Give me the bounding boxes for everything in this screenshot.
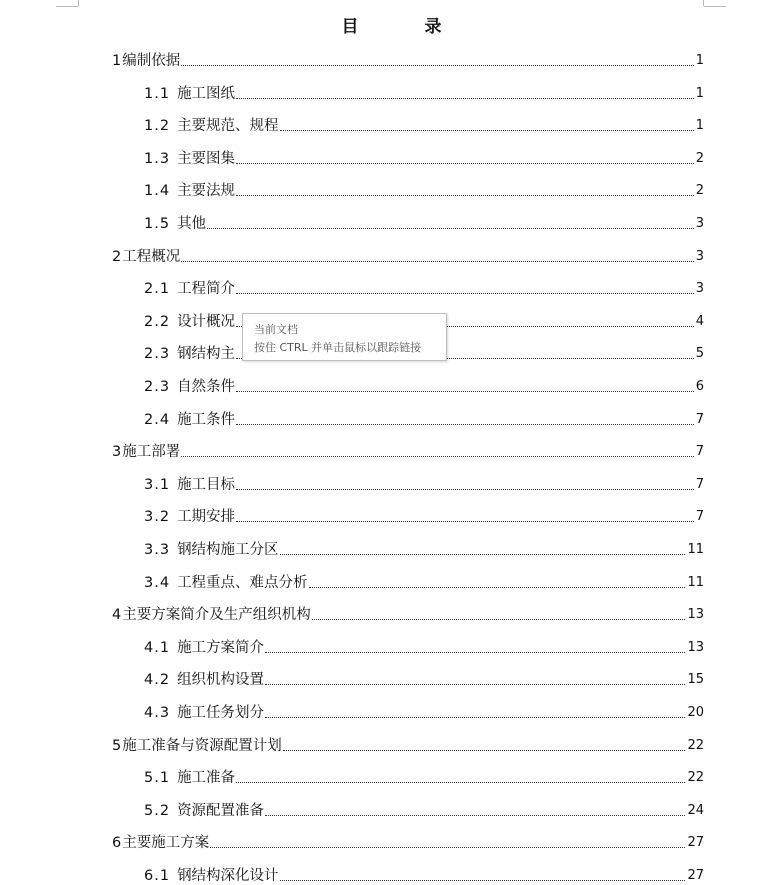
toc-leader-dots bbox=[236, 194, 694, 196]
toc-entry-text: 编制依据 bbox=[122, 53, 181, 69]
toc-entry-number: 2.3 bbox=[144, 379, 171, 395]
toc-leader-dots bbox=[236, 390, 694, 392]
toc-leader-dots bbox=[312, 618, 686, 620]
toc-leader-dots bbox=[181, 64, 693, 66]
toc-leader-dots bbox=[265, 683, 685, 685]
toc-entry-text: 主要规范、规程 bbox=[177, 118, 279, 135]
toc-entry[interactable] bbox=[144, 201, 704, 233]
toc-entry-page: 3 bbox=[695, 216, 704, 231]
toc-entry-number: 6.1 bbox=[144, 868, 171, 884]
toc-entry-number: 1.5 bbox=[144, 216, 171, 232]
toc-leader-dots bbox=[236, 781, 685, 783]
toc-entry-page: 1 bbox=[695, 118, 704, 134]
toc-entry[interactable] bbox=[144, 103, 704, 135]
toc-entry[interactable] bbox=[112, 592, 704, 624]
toc-entry-number: 1.3 bbox=[144, 150, 171, 167]
toc-leader-dots bbox=[280, 879, 686, 881]
toc-entry-number: 4 bbox=[112, 607, 122, 624]
toc-leader-dots bbox=[181, 260, 693, 262]
toc-leader-dots bbox=[236, 423, 694, 425]
toc-entry[interactable] bbox=[112, 234, 704, 266]
toc-entry-page: 3 bbox=[695, 248, 704, 264]
toc-entry-text: 施工准备与资源配置计划 bbox=[122, 737, 282, 754]
toc-entry-number: 2.1 bbox=[144, 281, 171, 298]
tooltip-line-2: 按住 CTRL 并单击鼠标以跟踪链接 bbox=[254, 341, 422, 354]
toc-entry-page: 5 bbox=[695, 346, 704, 362]
toc-entry[interactable] bbox=[144, 364, 704, 396]
toc-entry-page: 1 bbox=[695, 53, 704, 68]
crop-mark-top-right bbox=[704, 0, 726, 7]
toc-title: 目 录 bbox=[341, 17, 472, 37]
toc-entry-text: 资源配置准备 bbox=[177, 802, 265, 819]
toc-leader-dots bbox=[265, 814, 685, 816]
toc-entry-page: 2 bbox=[695, 183, 704, 199]
toc-entry-text: 施工任务划分 bbox=[177, 705, 265, 721]
toc-leader-dots bbox=[236, 162, 694, 164]
toc-entry-number: 1.4 bbox=[144, 183, 171, 200]
toc-entry[interactable] bbox=[144, 527, 704, 559]
toc-leader-dots bbox=[309, 586, 686, 588]
toc-entry[interactable] bbox=[144, 755, 704, 787]
toc-leader-dots bbox=[283, 749, 686, 751]
toc-leader-dots bbox=[236, 97, 694, 99]
toc-entry-number: 4.2 bbox=[144, 672, 171, 689]
toc-entry-page: 13 bbox=[687, 639, 704, 655]
toc-entry-text: 钢结构施工分区 bbox=[177, 542, 279, 558]
toc-entry[interactable] bbox=[144, 136, 704, 168]
toc-entry-text: 工期安排 bbox=[177, 509, 236, 526]
toc-entry-page: 27 bbox=[687, 868, 704, 883]
toc-entry-text: 主要图集 bbox=[177, 150, 236, 167]
tooltip-line-1: 当前文档 bbox=[254, 323, 298, 336]
toc-entry-number: 5.1 bbox=[144, 770, 171, 787]
toc-entry-number: 3.1 bbox=[144, 476, 171, 493]
toc-entry-text: 施工目标 bbox=[177, 476, 236, 493]
toc-entry-number: 3.3 bbox=[144, 542, 171, 558]
toc-entry-number: 1.1 bbox=[144, 85, 171, 102]
toc-entry[interactable] bbox=[112, 38, 704, 70]
toc-entry-page: 2 bbox=[695, 150, 704, 166]
toc-entry-number: 4.1 bbox=[144, 639, 171, 656]
toc-entry[interactable] bbox=[112, 820, 704, 852]
toc-entry[interactable] bbox=[144, 690, 704, 722]
toc-entry-number: 2 bbox=[112, 248, 122, 265]
toc-entry[interactable] bbox=[112, 723, 704, 755]
crop-mark-top-left-vertical bbox=[78, 0, 79, 6]
toc-entry-page: 11 bbox=[687, 542, 704, 557]
toc-entry[interactable] bbox=[144, 853, 704, 885]
toc-entry-page: 7 bbox=[695, 509, 704, 525]
toc-entry[interactable] bbox=[112, 429, 704, 461]
toc-entry[interactable] bbox=[144, 71, 704, 103]
toc-entry-text: 组织机构设置 bbox=[177, 672, 265, 689]
toc-entry-page: 24 bbox=[687, 802, 704, 818]
toc-entry-text: 施工条件 bbox=[177, 411, 236, 428]
toc-entry-text: 钢结构主 bbox=[177, 346, 236, 363]
toc-entry-page: 22 bbox=[687, 737, 704, 753]
toc-entry-page: 7 bbox=[695, 411, 704, 427]
toc-entry-number: 6 bbox=[112, 835, 122, 852]
toc-entry-page: 1 bbox=[695, 85, 704, 101]
toc-entry-text: 主要法规 bbox=[177, 183, 236, 200]
toc-entry-text: 工程简介 bbox=[177, 281, 236, 298]
toc-entry-number: 1.2 bbox=[144, 118, 171, 135]
toc-entry-number: 5.2 bbox=[144, 802, 171, 819]
toc-entry-text: 施工部署 bbox=[122, 444, 181, 461]
toc-leader-dots bbox=[265, 716, 685, 718]
toc-entry-page: 7 bbox=[695, 444, 704, 460]
toc-leader-dots bbox=[207, 227, 694, 229]
toc-entry-page: 27 bbox=[687, 835, 704, 851]
toc-entry[interactable] bbox=[144, 397, 704, 429]
toc-leader-dots bbox=[265, 651, 685, 653]
toc-entry-text: 自然条件 bbox=[177, 379, 236, 395]
toc-leader-dots bbox=[236, 520, 694, 522]
toc-leader-dots bbox=[236, 292, 694, 294]
toc-entry-page: 11 bbox=[687, 574, 704, 590]
toc-leader-dots bbox=[280, 553, 686, 555]
toc-entry-page: 20 bbox=[687, 705, 704, 720]
toc-entry-number: 4.3 bbox=[144, 705, 171, 721]
toc-entry-page: 7 bbox=[695, 476, 704, 492]
toc-entry[interactable] bbox=[144, 266, 704, 298]
toc-entry-number: 3.2 bbox=[144, 509, 171, 526]
toc-entry-text: 工程概况 bbox=[122, 248, 181, 265]
crop-mark-top-left bbox=[56, 0, 78, 7]
toc-entry[interactable] bbox=[144, 168, 704, 200]
toc-entry-text: 钢结构深化设计 bbox=[177, 868, 279, 884]
toc-entry[interactable] bbox=[144, 462, 704, 494]
toc-leader-dots bbox=[236, 488, 694, 490]
toc-entry-page: 15 bbox=[687, 672, 704, 688]
toc-entry-text: 主要施工方案 bbox=[122, 835, 210, 852]
toc-entry-number: 2.2 bbox=[144, 313, 171, 330]
toc-entry-text: 其他 bbox=[177, 216, 207, 232]
toc-entry-number: 3 bbox=[112, 444, 122, 461]
toc-entry[interactable] bbox=[144, 560, 704, 592]
toc-entry-page: 6 bbox=[695, 379, 704, 394]
toc-leader-dots bbox=[210, 846, 685, 848]
toc-entry-number: 2.4 bbox=[144, 411, 171, 428]
toc-entry[interactable] bbox=[144, 788, 704, 820]
toc-entry-number: 1 bbox=[112, 53, 122, 69]
toc-entry-page: 13 bbox=[687, 607, 704, 623]
crop-mark-top-right-vertical bbox=[703, 0, 704, 6]
toc-entry-text: 设计概况 bbox=[177, 313, 236, 330]
toc-entry-page: 3 bbox=[695, 281, 704, 297]
toc-entry[interactable] bbox=[144, 625, 704, 657]
hyperlink-tooltip bbox=[242, 313, 447, 361]
toc-entry-page: 22 bbox=[687, 770, 704, 786]
toc-entry-text: 施工图纸 bbox=[177, 85, 236, 102]
toc-entry[interactable] bbox=[144, 494, 704, 526]
toc-leader-dots bbox=[280, 129, 694, 131]
toc-leader-dots bbox=[181, 455, 693, 457]
toc-entry-text: 主要方案简介及生产组织机构 bbox=[122, 607, 311, 624]
toc-entry-number: 2.3 bbox=[144, 346, 171, 363]
toc-entry-number: 5 bbox=[112, 737, 122, 754]
toc-entry-text: 施工方案简介 bbox=[177, 639, 265, 656]
toc-entry-text: 工程重点、难点分析 bbox=[177, 574, 308, 591]
toc-entry-page: 4 bbox=[695, 313, 704, 329]
toc-entry-number: 3.4 bbox=[144, 574, 171, 591]
toc-entry-text: 施工准备 bbox=[177, 770, 236, 787]
toc-entry[interactable] bbox=[144, 657, 704, 689]
